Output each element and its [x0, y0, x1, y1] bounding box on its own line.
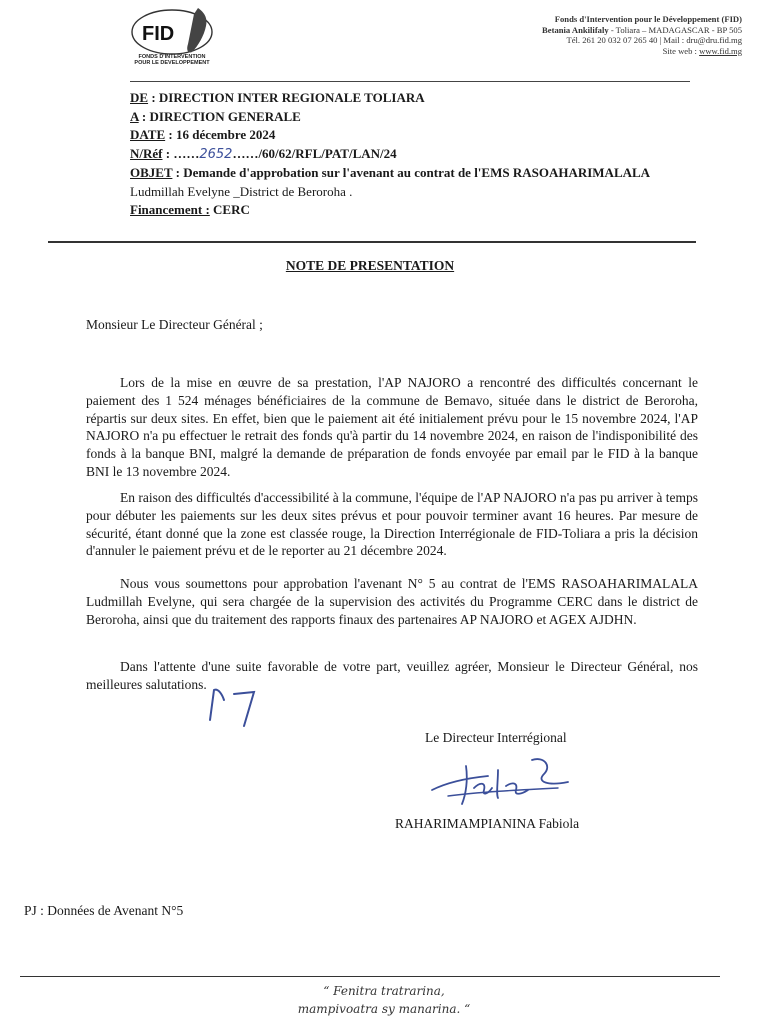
logo-caption-line-2: POUR LE DEVELOPPEMENT — [134, 60, 210, 66]
routing-date-value: : 16 décembre 2024 — [165, 127, 276, 142]
routing-from-label: DE — [130, 90, 149, 105]
logo-caption-line-1: FONDS D'INTERVENTION — [138, 54, 206, 60]
routing-date — [130, 126, 650, 145]
document-title-text: NOTE DE PRESENTATION — [285, 258, 455, 273]
routing-date-label: DATE — [130, 127, 166, 142]
routing-subject-label: OBJET — [130, 165, 173, 180]
footer-motto-line-2: mampivoatra sy manarina. “ — [297, 1002, 471, 1016]
salutation: Monsieur Le Directeur Général ; — [86, 317, 263, 332]
routing-from-value: : DIRECTION INTER REGIONALE TOLIARA — [148, 90, 425, 105]
paragraph-3: Nous vous soumettons pour approbation l'avenant N° 5 au contrat de l'EMS RASOAHARIMALALA Ludmillah Evelyne, qui sera chargée de la supervision des activités du Programme CERC dans le district de Beroroha, ainsi que du traitement des rapports finaux des partenaires AP NAJORO et AGEX AJDHN. — [86, 576, 698, 627]
routing-reference-suffix: ……/60/62/RFL/PAT/LAN/24 — [232, 145, 397, 161]
initials-icon — [204, 680, 274, 730]
routing-subject-value: : Demande d'approbation sur l'avenant au contrat de l'EMS RASOAHARIMALALA — [172, 165, 651, 180]
routing-reference-handwritten-number: 2652 — [199, 146, 233, 162]
logo-fid-text: FID — [142, 23, 175, 45]
routing-subject-line-2: Ludmillah Evelyne _District de Beroroha . — [130, 183, 353, 199]
footer-motto-line-1: “ Fenitra tratrarina, — [323, 984, 445, 998]
signature-icon — [428, 752, 578, 812]
signature — [428, 752, 578, 812]
madagascar-logo-icon — [128, 4, 228, 56]
paragraph-4: Dans l'attente d'une suite favorable de votre part, veuillez agréer, Monsieur le Directeur Général, nos meilleures salutations. — [86, 659, 698, 692]
routing-subject — [130, 164, 650, 183]
paragraph-2: En raison des difficultés d'accessibilité à la commune, l'équipe de l'AP NAJORO n'a pas pu arriver à temps pour débuter les paiements sur les deux sites prévus et pour pouvoir terminer avant 16 heures. Par mesure de sécurité, étant donné que la zone est classée rouge, la Direction Interrégionale de FID-Toliara a pris la décision d'annuler le paiement prévu et de le reporter au 21 décembre 2024. — [86, 490, 698, 559]
organization-address — [542, 14, 742, 56]
routing-reference — [130, 145, 650, 165]
org-address-bold: Betania Ankilifaly — [542, 24, 609, 35]
footer-motto — [0, 982, 768, 1018]
signatory-name: RAHARIMAMPIANINA Fabiola — [395, 816, 580, 831]
handwritten-initials — [204, 680, 274, 730]
org-website — [542, 46, 742, 57]
section-divider — [48, 241, 696, 243]
header-divider — [130, 81, 690, 82]
org-website-link[interactable]: www.fid.mg — [699, 45, 742, 56]
org-name: Fonds d'Intervention pour le Développement (FID) — [554, 14, 742, 24]
paragraph-1: Lors de la mise en œuvre de sa prestation, l'AP NAJORO a rencontré des difficultés concernant le paiement des 1 524 ménages bénéficiaires de la commune de Bemavo, située dans le district de Beroroha, répartis sur deux sites. En effet, bien que le paiement ait été initialement prévu pour le 15 novembre 2024, l'AP NAJORO n'a pu effectuer le retrait des fonds qu'à partir du 14 novembre 2024, en raison de l'indisponibilité des fonds à la banque BNI, malgré la demande de préparation de fonds envoyée par email par le FID à la banque BNI le 13 novembre 2024. — [86, 375, 698, 479]
routing-from — [130, 89, 650, 108]
routing-to — [130, 108, 650, 127]
attachment-note: PJ : Données de Avenant N°5 — [24, 903, 184, 918]
org-contact: Tél. 261 20 032 07 265 40 | Mail : dru@dru.fid.mg — [566, 35, 742, 45]
routing-block — [130, 89, 650, 220]
org-address-rest: - Toliara – MADAGASCAR - BP 505 — [608, 24, 742, 35]
org-website-label: Site web : — [662, 45, 700, 56]
routing-financing-value: CERC — [209, 202, 250, 217]
signatory-title: Le Directeur Interrégional — [425, 730, 567, 745]
routing-financing — [130, 201, 650, 220]
document-title — [0, 258, 740, 274]
routing-reference-prefix: : …… — [162, 145, 200, 161]
routing-to-value: : DIRECTION GENERALE — [138, 108, 301, 124]
logo-caption — [132, 54, 212, 66]
fid-logo — [128, 4, 228, 66]
routing-to-label: A — [130, 108, 139, 124]
footer-divider — [20, 976, 720, 977]
routing-financing-label: Financement : — [130, 202, 210, 217]
org-address — [542, 25, 742, 36]
routing-reference-label: N/Réf — [130, 145, 163, 161]
